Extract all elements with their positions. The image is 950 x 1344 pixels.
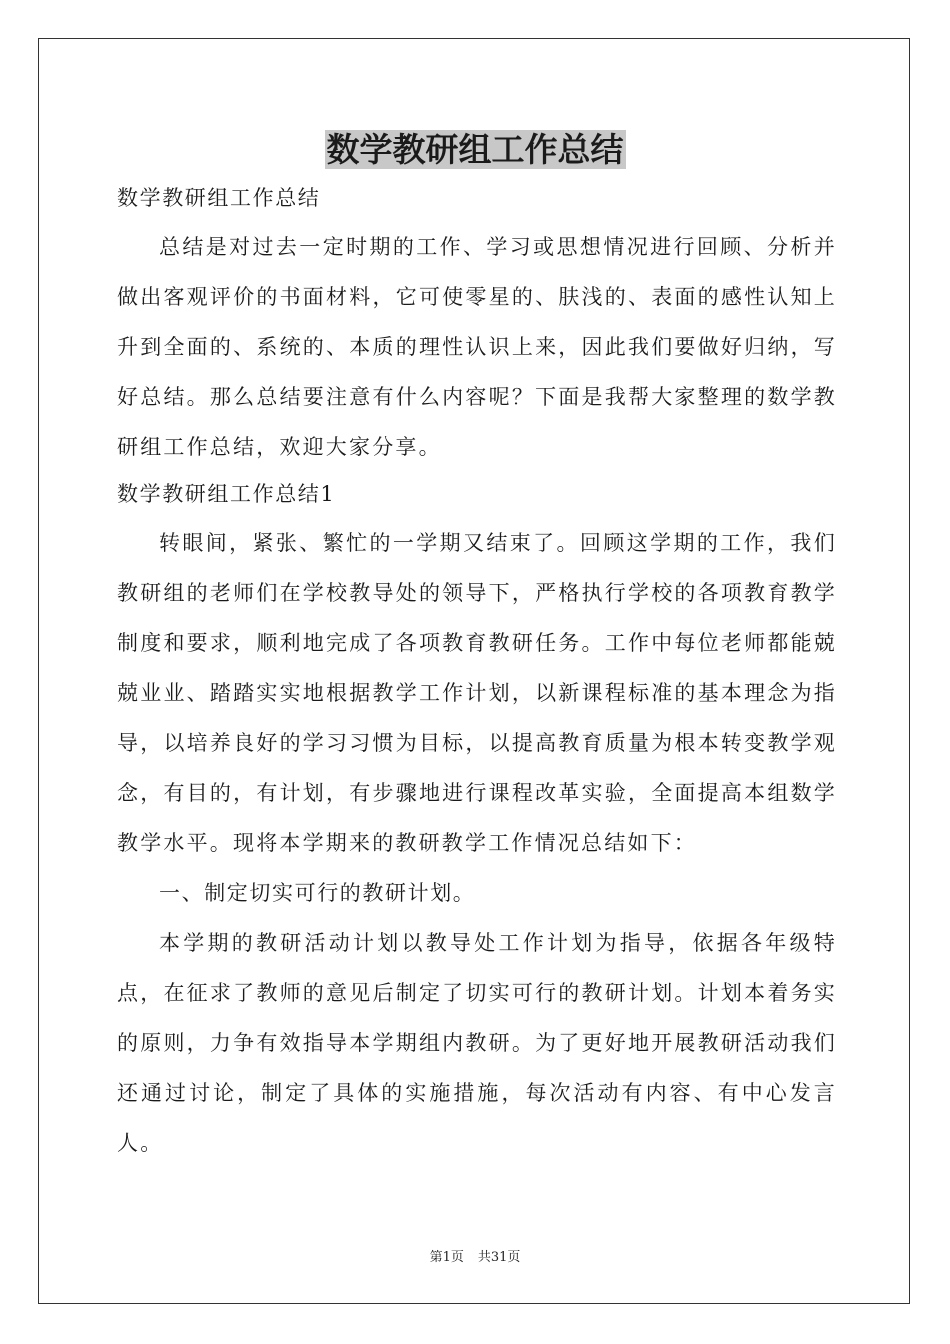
section-list-item: 一、制定切实可行的教研计划。 bbox=[159, 881, 476, 905]
section-heading: 数学教研组工作总结1 bbox=[117, 482, 336, 506]
page-footer bbox=[0, 1246, 950, 1265]
section-paragraph-2: 本学期的教研活动计划以教导处工作计划为指导，依据各年级特点，在征求了教师的意见后制定了切实可行的教研计划。计划本着务实的原则，力争有效指导本学期组内教研。为了更好地开展教研活动我们还通过讨论，制定了具体的实施措施，每次活动有内容、有中心发言人。 bbox=[117, 931, 837, 1155]
page-number: 第1页 bbox=[429, 1250, 464, 1265]
document-title bbox=[0, 128, 950, 172]
section-paragraph: 转眼间，紧张、繁忙的一学期又结束了。回顾这学期的工作，我们教研组的老师们在学校教导处的领导下，严格执行学校的各项教育教学制度和要求，顺利地完成了各项教育教研任务。工作中每位老师都能兢兢业业、踏踏实实地根据教学工作计划，以新课程标准的基本理念为指导，以培养良好的学习习惯为目标，以提高教育质量为根本转变教学观念，有目的，有计划，有步骤地进行课程改革实验，全面提高本组数学教学水平。现将本学期来的教研教学工作情况总结如下： bbox=[117, 531, 837, 855]
document-title-text: 数学教研组工作总结 bbox=[326, 130, 624, 169]
intro-paragraph: 总结是对过去一定时期的工作、学习或思想情况进行回顾、分析并做出客观评价的书面材料，它可使零星的、肤浅的、表面的感性认知上升到全面的、系统的、本质的理性认识上来，因此我们要做好归纳，写好总结。那么总结要注意有什么内容呢？下面是我帮大家整理的数学教研组工作总结，欢迎大家分享。 bbox=[117, 235, 837, 459]
document-subtitle: 数学教研组工作总结 bbox=[117, 186, 321, 210]
document-body bbox=[117, 178, 837, 1168]
page-total: 共31页 bbox=[477, 1250, 521, 1265]
